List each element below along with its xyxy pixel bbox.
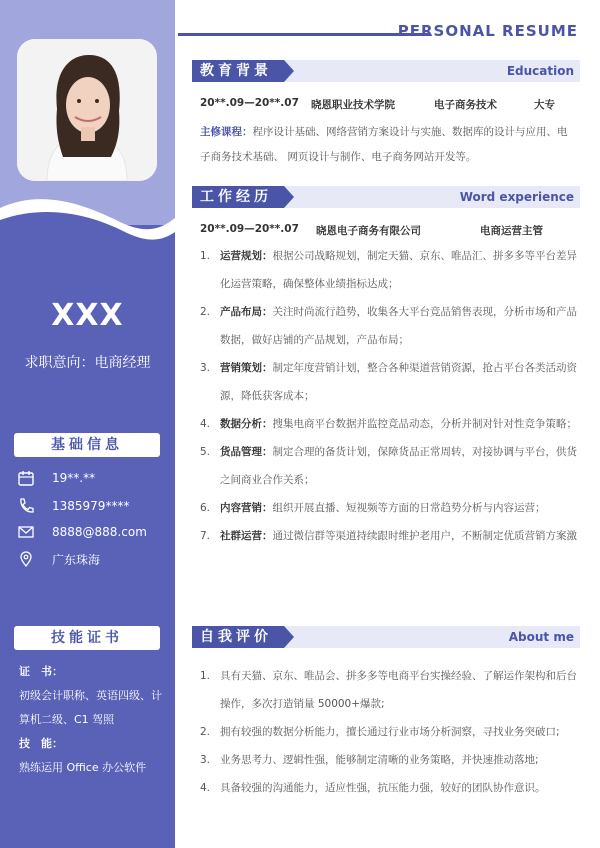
work-duties-list (200, 242, 578, 550)
header-rule (178, 33, 430, 36)
skills-heading: 技能证书 (14, 626, 160, 650)
list-item: 4. 具备较强的沟通能力，适应性强，抗压能力强，较好的团队协作意识。 (200, 782, 546, 794)
location-value: 广东珠海 (52, 552, 101, 567)
email-value[interactable]: 8888@888.com (52, 525, 147, 539)
list-item: 2. 拥有较强的数据分析能力，擅长通过行业市场分析洞察，寻找业务突破口; (200, 726, 560, 738)
course-label: 主修课程： (200, 126, 253, 138)
education-courses (200, 120, 576, 170)
list-item: 4. 数据分析：搜集电商平台数据并监控竞品动态，分析并制对针对性竞争策略； (200, 418, 577, 430)
work-title: 工作经历 (192, 186, 284, 208)
about-list (200, 662, 578, 802)
cert-label: 证 书： (19, 665, 63, 678)
skills-block (19, 660, 169, 780)
education-school: 晓恩职业技术学院 (311, 99, 395, 111)
education-en-title: Education (506, 64, 574, 78)
education-major: 电子商务技术 (434, 99, 497, 111)
work-position: 电商运营主管 (480, 225, 543, 237)
phone-icon (16, 496, 36, 516)
info-email (16, 522, 147, 542)
skill-label: 技 能： (19, 737, 63, 750)
education-title: 教育背景 (192, 60, 284, 82)
phone-value[interactable]: 1385979**** (52, 499, 130, 513)
about-en-title: About me (508, 630, 574, 644)
list-item: 3. 营销策划：制定年度营销计划，整合各种渠道营销资源，抢占平台各类活动资源，降低获客成本； (200, 362, 577, 402)
list-item: 1. 具有天猫、京东、唯品会、拼多多等电商平台实操经验、了解运作架构和后台操作，多次打造销量 50000+爆款; (200, 670, 577, 710)
education-period: 20**.09—20**.07 (200, 97, 299, 109)
info-birth (16, 468, 95, 488)
birth-value: 19**.** (52, 471, 96, 485)
resume-title: PERSONAL RESUME (397, 22, 578, 40)
candidate-name: XXX (51, 298, 124, 333)
list-item: 6. 内容营销：组织开展直播、短视频等方面的日常趋势分析与内容运营； (200, 502, 546, 514)
location-icon (16, 549, 36, 569)
education-section-header (192, 60, 580, 82)
job-intent: 求职意向：电商经理 (24, 355, 151, 371)
basic-info-heading: 基础信息 (14, 433, 160, 457)
list-item: 2. 产品布局：关注时尚流行趋势，收集各大平台竞品销售表现，分析市场和产品数据，做好店铺的产品规划，产品布局； (200, 306, 577, 346)
course-text: 程序设计基础、网络营销方案设计与实施、数据库的设计与应用、电子商务技术基础、 网页设计与制作、电子商务网站开发等。 (200, 126, 568, 163)
work-section-header (192, 186, 580, 208)
about-section-header (192, 626, 580, 648)
work-company: 晓恩电子商务有限公司 (316, 225, 421, 237)
education-degree: 大专 (534, 99, 555, 111)
list-item: 1. 运营规划：根据公司战略规划，制定天猫、京东、唯品汇、拼多多等平台差异化运营策略，确保整体业绩指标达成； (200, 250, 577, 290)
list-item: 7. 社群运营：通过微信群等渠道持续跟时维护老用户，不断制定优质营销方案激 (200, 530, 577, 542)
work-en-title: Word experience (459, 190, 574, 204)
skill-text: 熟练运用 Office 办公软件 (19, 761, 147, 774)
list-item: 3. 业务思考力、逻辑性强，能够制定清晰的业务策略，并快速推动落地; (200, 754, 539, 766)
about-title: 自我评价 (192, 626, 284, 648)
list-item: 5. 货品管理：制定合理的备货计划，保障货品正常周转，对接协调与平台，供货之间商业合作关系； (200, 446, 577, 486)
work-period: 20**.09—20**.07 (200, 223, 299, 235)
calendar-icon (16, 468, 36, 488)
info-location (16, 549, 100, 569)
sidebar-wave (0, 180, 175, 260)
cert-text: 初级会计职称、英语四级、计算机二级、C1 驾照 (19, 689, 162, 726)
mail-icon (16, 522, 36, 542)
info-phone (16, 496, 129, 516)
profile-photo (17, 39, 157, 181)
